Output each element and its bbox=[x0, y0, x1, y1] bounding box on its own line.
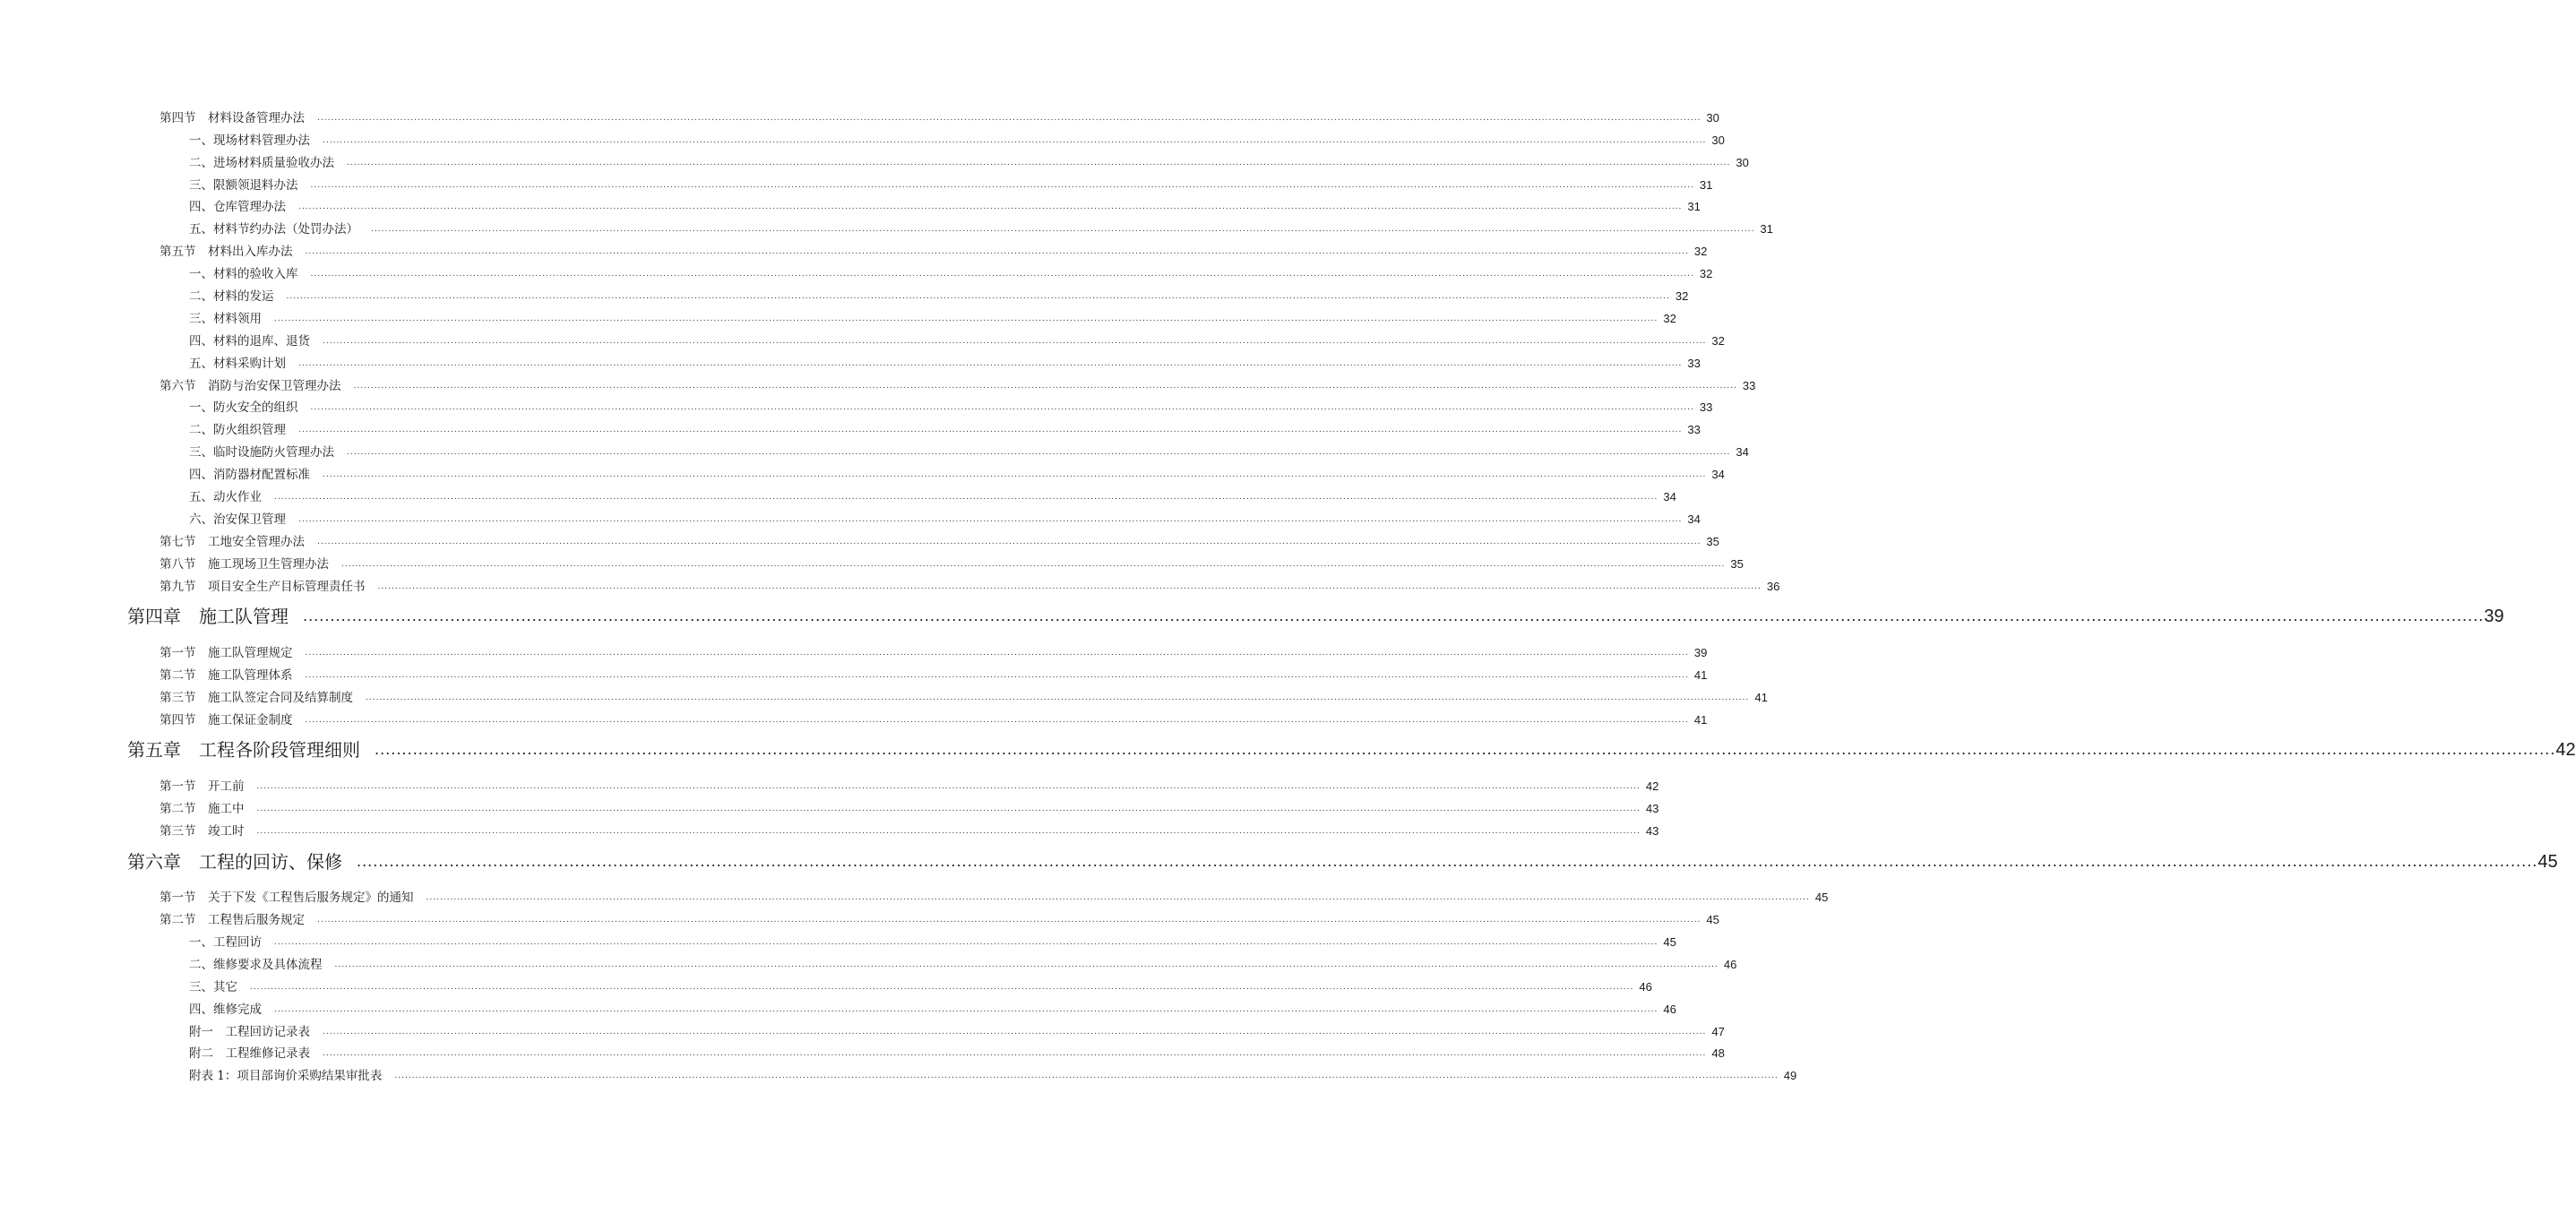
dot-leader: ................................................................................................................................................................................................................................................................................................................................................................................................................ bbox=[341, 559, 1726, 569]
toc-page-number: 46 bbox=[1639, 979, 1652, 994]
toc-entry-title: 二、维修要求及具体流程 bbox=[189, 957, 323, 972]
toc-page-number: 39 bbox=[1693, 645, 1708, 659]
toc-page-number: 47 bbox=[1711, 1024, 1725, 1038]
dot-leader: ................................................................................................................................................................................................................................................................................................................................................................................................................ bbox=[310, 180, 1694, 190]
toc-page-number: 42 bbox=[1645, 779, 1659, 794]
toc-entry-title: 三、临时设施防火管理办法 bbox=[189, 445, 334, 460]
dot-leader: ................................................................................................................................................................................................................................................................................................................................................................................................................ bbox=[353, 381, 1737, 391]
toc-page-number: 45 bbox=[1663, 935, 1676, 949]
dot-leader: ................................................................................................................................................................................................................................................................................................................................................................................................................ bbox=[323, 1027, 1707, 1037]
toc-subsection-entry[interactable] bbox=[0, 973, 1652, 995]
dot-leader: ................................................................................................................................................................................................................................................................................................................................................................................................................ bbox=[250, 982, 1634, 992]
toc-subsection-entry[interactable] bbox=[0, 305, 1676, 327]
dot-leader: ................................................................................................................................................................................................................................................................................................................................................................................................................ bbox=[323, 135, 1707, 145]
toc-page-number: 39 bbox=[2484, 607, 2504, 627]
toc-page-number: 34 bbox=[1736, 445, 1749, 460]
dot-leader: ................................................................................................................................................................................................................................................................................................................................................................................................................ bbox=[305, 670, 1689, 680]
dot-leader: ................................................................................................................................................................................................................................................................................................................................................................................................................ bbox=[298, 514, 1683, 524]
toc-entry-title: 三、其它 bbox=[189, 979, 237, 994]
dot-leader: ................................................................................................................................................................................................................................................................................................................................................................................................................ bbox=[334, 960, 1719, 969]
toc-subsection-entry[interactable] bbox=[0, 995, 1676, 1018]
toc-section-entry[interactable] bbox=[0, 684, 1768, 706]
toc-entry-title: 二、防火组织管理 bbox=[189, 423, 286, 438]
toc-page-number: 45 bbox=[2537, 851, 2558, 872]
toc-entry-title: 第五章 工程各阶段管理细则 bbox=[127, 739, 360, 762]
toc-page-number: 32 bbox=[1675, 289, 1689, 304]
dot-leader: ................................................................................................................................................................................................................................................................................................................................................................................................................ bbox=[256, 782, 1641, 792]
toc-subsection-entry[interactable] bbox=[0, 416, 1701, 438]
toc-section-entry[interactable] bbox=[0, 528, 1719, 550]
toc-entry-title: 四、消防器材配置标准 bbox=[189, 468, 310, 483]
toc-page-number: 42 bbox=[2555, 740, 2576, 761]
dot-leader: ................................................................................................................................................................................................................................................................................................................................................................................................................ bbox=[394, 1072, 1779, 1081]
toc-section-entry[interactable] bbox=[0, 372, 1756, 394]
toc-subsection-entry[interactable] bbox=[0, 505, 1701, 528]
toc-entry-title: 一、防火安全的组织 bbox=[189, 400, 298, 416]
toc-section-entry[interactable] bbox=[0, 550, 1744, 572]
toc-page-number: 31 bbox=[1760, 222, 1773, 237]
toc-entry-title: 第四节 材料设备管理办法 bbox=[159, 110, 305, 125]
dot-leader: ................................................................................................................................................................................................................................................................................................................................................................................................................ bbox=[298, 358, 1683, 368]
toc-section-entry[interactable] bbox=[0, 639, 1708, 661]
toc-entry-title: 第六章 工程的回访、保修 bbox=[127, 850, 342, 873]
toc-page-number: 31 bbox=[1687, 200, 1701, 214]
toc-page-number: 41 bbox=[1693, 712, 1708, 727]
toc-entry-title: 第三节 施工队签定合同及结算制度 bbox=[159, 690, 353, 705]
dot-leader: ................................................................................................................................................................................................................................................................................................................................................................................................................ bbox=[317, 916, 1702, 925]
toc-page-number: 45 bbox=[1814, 891, 1829, 905]
toc-section-entry[interactable] bbox=[0, 104, 1719, 126]
toc-entry-title: 第五节 材料出入库办法 bbox=[159, 245, 293, 260]
toc-entry-title: 附表 1：项目部询价采购结果审批表 bbox=[189, 1069, 383, 1084]
toc-subsection-entry[interactable] bbox=[0, 438, 1749, 460]
dot-leader: ................................................................................................................................................................................................................................................................................................................................................................................................................ bbox=[286, 292, 1670, 302]
toc-entry-title: 第三节 竣工时 bbox=[159, 823, 245, 839]
dot-leader: ................................................................................................................................................................................................................................................................................................................................................................................................................ bbox=[305, 648, 1689, 658]
dot-leader: ................................................................................................................................................................................................................................................................................................................................................................................................................ bbox=[375, 741, 2556, 759]
toc-section-entry[interactable] bbox=[0, 661, 1708, 684]
toc-subsection-entry[interactable] bbox=[0, 215, 1773, 237]
toc-entry-title: 第四节 施工保证金制度 bbox=[159, 712, 293, 727]
dot-leader: ................................................................................................................................................................................................................................................................................................................................................................................................................ bbox=[426, 893, 1810, 903]
toc-entry-title: 二、材料的发运 bbox=[189, 289, 274, 305]
toc-section-entry[interactable] bbox=[0, 572, 1780, 595]
toc-page-number: 49 bbox=[1783, 1069, 1797, 1083]
dot-leader: ................................................................................................................................................................................................................................................................................................................................................................................................................ bbox=[317, 113, 1702, 123]
dot-leader: ................................................................................................................................................................................................................................................................................................................................................................................................................ bbox=[317, 537, 1702, 547]
toc-page-number: 34 bbox=[1711, 468, 1725, 482]
toc-entry-title: 第八节 施工现场卫生管理办法 bbox=[159, 556, 329, 572]
toc-subsection-entry[interactable] bbox=[0, 171, 1713, 194]
toc-section-entry[interactable] bbox=[0, 706, 1708, 728]
toc-entry-title: 第二节 施工队管理体系 bbox=[159, 667, 293, 683]
dot-leader: ................................................................................................................................................................................................................................................................................................................................................................................................................ bbox=[298, 426, 1683, 435]
toc-page-number: 43 bbox=[1645, 801, 1659, 815]
toc-section-entry[interactable] bbox=[0, 883, 1829, 906]
toc-entry-title: 第四章 施工队管理 bbox=[127, 606, 289, 628]
dot-leader: ................................................................................................................................................................................................................................................................................................................................................................................................................ bbox=[256, 826, 1641, 836]
toc-page-number: 33 bbox=[1699, 400, 1713, 415]
toc-page-number: 41 bbox=[1693, 667, 1708, 682]
toc-section-entry[interactable] bbox=[0, 237, 1708, 260]
toc-page-number: 31 bbox=[1699, 177, 1713, 192]
dot-leader: ................................................................................................................................................................................................................................................................................................................................................................................................................ bbox=[310, 403, 1694, 413]
toc-section-entry[interactable] bbox=[0, 906, 1719, 928]
toc-entry-title: 一、工程回访 bbox=[189, 935, 262, 950]
toc-entry-title: 一、材料的验收入库 bbox=[189, 267, 298, 282]
toc-entry-title: 五、材料采购计划 bbox=[189, 356, 286, 371]
toc-page-number: 32 bbox=[1711, 333, 1725, 348]
toc-section-entry[interactable] bbox=[0, 795, 1659, 817]
dot-leader: ................................................................................................................................................................................................................................................................................................................................................................................................................ bbox=[377, 581, 1762, 591]
dot-leader: ................................................................................................................................................................................................................................................................................................................................................................................................................ bbox=[357, 852, 2538, 870]
toc-subsection-entry[interactable] bbox=[0, 349, 1701, 372]
toc-entry-title: 五、材料节约办法（处罚办法） bbox=[189, 222, 358, 237]
toc-page-number: 46 bbox=[1723, 957, 1737, 971]
toc-entry-title: 附一 工程回访记录表 bbox=[189, 1024, 310, 1039]
dot-leader: ................................................................................................................................................................................................................................................................................................................................................................................................................ bbox=[256, 804, 1641, 813]
toc-entry-title: 一、现场材料管理办法 bbox=[189, 133, 310, 148]
dot-leader: ................................................................................................................................................................................................................................................................................................................................................................................................................ bbox=[274, 493, 1658, 503]
toc-subsection-entry[interactable] bbox=[0, 460, 1725, 483]
toc-subsection-entry[interactable] bbox=[0, 194, 1701, 216]
toc-entry-title: 第一节 关于下发《工程售后服务规定》的通知 bbox=[159, 891, 414, 906]
dot-leader: ................................................................................................................................................................................................................................................................................................................................................................................................................ bbox=[303, 607, 2485, 625]
toc-entry-title: 五、动火作业 bbox=[189, 490, 262, 505]
toc-subsection-entry[interactable] bbox=[0, 149, 1749, 171]
toc-subsection-entry[interactable] bbox=[0, 394, 1713, 417]
toc-section-entry[interactable] bbox=[0, 817, 1659, 839]
toc-page-number: 36 bbox=[1766, 579, 1780, 593]
toc-page-number: 33 bbox=[1687, 356, 1701, 370]
toc-page-number: 34 bbox=[1663, 490, 1676, 504]
table-of-contents bbox=[0, 104, 2576, 1084]
toc-page-number: 32 bbox=[1663, 311, 1676, 325]
toc-chapter-entry[interactable] bbox=[0, 728, 2576, 773]
toc-page-number: 32 bbox=[1699, 267, 1713, 281]
toc-chapter-entry[interactable] bbox=[0, 839, 2558, 884]
toc-section-entry[interactable] bbox=[0, 772, 1659, 795]
toc-page-number: 45 bbox=[1706, 913, 1719, 927]
toc-page-number: 30 bbox=[1706, 110, 1719, 125]
toc-entry-title: 附二 工程维修记录表 bbox=[189, 1046, 310, 1062]
dot-leader: ................................................................................................................................................................................................................................................................................................................................................................................................................ bbox=[323, 1049, 1707, 1059]
toc-subsection-entry[interactable] bbox=[0, 1018, 1725, 1040]
toc-page-number: 46 bbox=[1663, 1002, 1676, 1016]
toc-subsection-entry[interactable] bbox=[0, 951, 1737, 973]
toc-entry-title: 四、材料的退库、退货 bbox=[189, 333, 310, 349]
toc-entry-title: 三、材料领用 bbox=[189, 311, 262, 326]
dot-leader: ................................................................................................................................................................................................................................................................................................................................................................................................................ bbox=[274, 1004, 1658, 1014]
dot-leader: ................................................................................................................................................................................................................................................................................................................................................................................................................ bbox=[366, 693, 1750, 702]
toc-subsection-entry[interactable] bbox=[0, 327, 1725, 349]
toc-page-number: 34 bbox=[1687, 512, 1701, 526]
dot-leader: ................................................................................................................................................................................................................................................................................................................................................................................................................ bbox=[305, 247, 1689, 257]
toc-entry-title: 第一节 施工队管理规定 bbox=[159, 645, 293, 660]
dot-leader: ................................................................................................................................................................................................................................................................................................................................................................................................................ bbox=[347, 158, 1731, 168]
toc-page-number: 30 bbox=[1711, 133, 1725, 147]
toc-entry-title: 第六节 消防与治安保卫管理办法 bbox=[159, 378, 341, 393]
toc-subsection-entry[interactable] bbox=[0, 126, 1725, 149]
dot-leader: ................................................................................................................................................................................................................................................................................................................................................................................................................ bbox=[274, 938, 1658, 947]
toc-page-number: 30 bbox=[1736, 155, 1749, 169]
toc-entry-title: 二、进场材料质量验收办法 bbox=[189, 155, 334, 170]
toc-page-number: 33 bbox=[1742, 378, 1756, 392]
dot-leader: ................................................................................................................................................................................................................................................................................................................................................................................................................ bbox=[274, 314, 1658, 323]
toc-subsection-entry[interactable] bbox=[0, 1062, 1797, 1084]
toc-entry-title: 六、治安保卫管理 bbox=[189, 512, 286, 527]
dot-leader: ................................................................................................................................................................................................................................................................................................................................................................................................................ bbox=[298, 202, 1683, 212]
dot-leader: ................................................................................................................................................................................................................................................................................................................................................................................................................ bbox=[371, 225, 1755, 235]
toc-page-number: 43 bbox=[1645, 823, 1659, 838]
toc-entry-title: 三、限额领退料办法 bbox=[189, 177, 298, 193]
toc-page-number: 48 bbox=[1711, 1046, 1725, 1061]
toc-page-number: 35 bbox=[1730, 556, 1744, 571]
dot-leader: ................................................................................................................................................................................................................................................................................................................................................................................................................ bbox=[323, 470, 1707, 480]
toc-entry-title: 第七节 工地安全管理办法 bbox=[159, 534, 305, 549]
toc-chapter-entry[interactable] bbox=[0, 595, 2504, 640]
toc-entry-title: 第九节 项目安全生产目标管理责任书 bbox=[159, 579, 366, 594]
toc-page-number: 33 bbox=[1687, 423, 1701, 437]
dot-leader: ................................................................................................................................................................................................................................................................................................................................................................................................................ bbox=[323, 336, 1707, 346]
toc-entry-title: 四、维修完成 bbox=[189, 1002, 262, 1017]
toc-page-number: 35 bbox=[1706, 534, 1719, 548]
dot-leader: ................................................................................................................................................................................................................................................................................................................................................................................................................ bbox=[347, 448, 1731, 458]
toc-subsection-entry[interactable] bbox=[0, 282, 1689, 305]
toc-entry-title: 第二节 施工中 bbox=[159, 801, 245, 816]
toc-subsection-entry[interactable] bbox=[0, 260, 1713, 282]
toc-subsection-entry[interactable] bbox=[0, 1040, 1725, 1063]
toc-subsection-entry[interactable] bbox=[0, 928, 1676, 951]
toc-page-number: 32 bbox=[1693, 245, 1708, 259]
dot-leader: ................................................................................................................................................................................................................................................................................................................................................................................................................ bbox=[305, 715, 1689, 725]
toc-subsection-entry[interactable] bbox=[0, 483, 1676, 505]
toc-entry-title: 四、仓库管理办法 bbox=[189, 200, 286, 215]
toc-entry-title: 第二节 工程售后服务规定 bbox=[159, 913, 305, 928]
toc-entry-title: 第一节 开工前 bbox=[159, 779, 245, 795]
toc-page-number: 41 bbox=[1754, 690, 1768, 704]
dot-leader: ................................................................................................................................................................................................................................................................................................................................................................................................................ bbox=[310, 270, 1694, 280]
